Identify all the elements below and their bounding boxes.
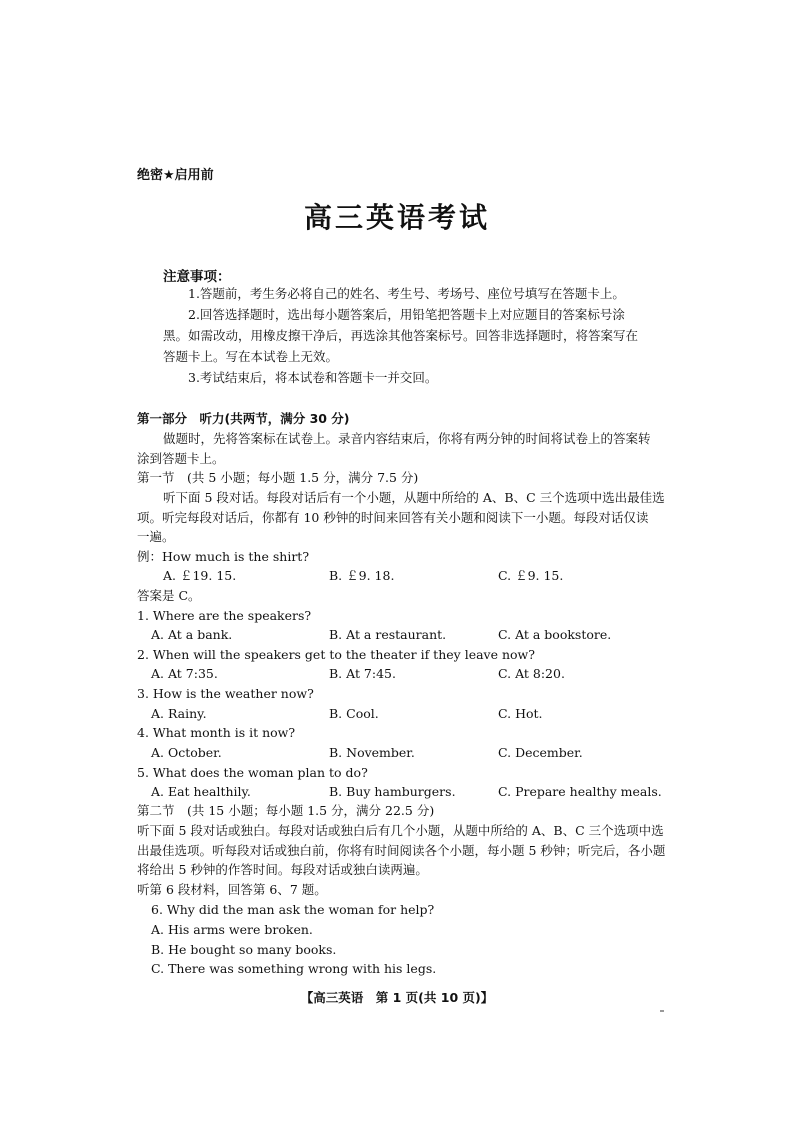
question-6-option-b: B. He bought so many books. — [151, 942, 337, 957]
section2-intro-line-3: 将给出 5 秒钟的作答时间。每段对话或独白读两遍。 — [137, 862, 428, 877]
example-option-b: B. ￡9. 18. — [329, 568, 395, 583]
question-2-option-c: C. At 8:20. — [498, 666, 565, 681]
question-2-option-b: B. At 7:45. — [329, 666, 396, 681]
question-5-option-c: C. Prepare healthy meals. — [498, 784, 662, 799]
example-option-a: A. ￡19. 15. — [163, 568, 237, 583]
question-1-option-b: B. At a restaurant. — [329, 627, 447, 642]
notice-heading: 注意事项： — [163, 269, 231, 285]
material-6-instruction: 听第 6 段材料，回答第 6、7 题。 — [137, 882, 327, 897]
notice-item-3: 3.考试结束后，将本试卷和答题卡一并交回。 — [188, 370, 438, 385]
question-4-option-b: B. November. — [329, 745, 415, 760]
question-5: 5. What does the woman plan to do? — [137, 765, 368, 780]
question-1-option-c: C. At a bookstore. — [498, 627, 612, 642]
question-2-option-a: A. At 7:35. — [151, 666, 218, 681]
question-1: 1. Where are the speakers? — [137, 608, 312, 623]
question-4-option-a: A. October. — [151, 745, 222, 760]
section1-intro-line-2: 项。听完每段对话后，你都有 10 秒钟的时间来回答有关小题和阅读下一小题。每段对话仅读 — [137, 510, 649, 525]
question-3: 3. How is the weather now? — [137, 686, 314, 701]
example-answer: 答案是 C。 — [137, 588, 201, 603]
section1-intro-line-3: 一遍。 — [137, 529, 175, 544]
example-option-c: C. ￡9. 15. — [498, 568, 564, 583]
question-6-option-a: A. His arms were broken. — [151, 922, 313, 937]
question-3-option-b: B. Cool. — [329, 706, 379, 721]
notice-item-2-line-3: 答题卡上。写在本试卷上无效。 — [163, 349, 339, 364]
question-4-option-c: C. December. — [498, 745, 583, 760]
question-6-option-c: C. There was something wrong with his legs. — [151, 961, 437, 976]
section1-heading: 第一节 (共 5 小题；每小题 1.5 分，满分 7.5 分) — [137, 470, 419, 485]
part1-intro-line-1: 做题时，先将答案标在试卷上。录音内容结束后，你将有两分钟的时间将试卷上的答案转 — [163, 431, 651, 446]
part1-heading: 第一部分 听力(共两节，满分 30 分) — [137, 411, 350, 426]
question-6: 6. Why did the man ask the woman for help? — [151, 902, 435, 917]
scan-speck — [660, 1010, 664, 1012]
confidential-mark: 绝密★启用前 — [137, 168, 214, 183]
question-4: 4. What month is it now? — [137, 725, 296, 740]
section2-intro-line-1: 听下面 5 段对话或独白。每段对话或独白后有几个小题，从题中所给的 A、B、C 三个选项中选 — [137, 823, 664, 838]
question-5-option-b: B. Buy hamburgers. — [329, 784, 456, 799]
notice-item-2-line-1: 2.回答选择题时，选出每小题答案后，用铅笔把答题卡上对应题目的答案标号涂 — [188, 307, 625, 322]
example-question: 例：How much is the shirt? — [137, 549, 310, 564]
part1-intro-line-2: 涂到答题卡上。 — [137, 451, 225, 466]
section2-intro-line-2: 出最佳选项。听每段对话或独白前，你将有时间阅读各个小题，每小题 5 秒钟；听完后，各小题 — [137, 843, 666, 858]
question-3-option-c: C. Hot. — [498, 706, 543, 721]
question-3-option-a: A. Rainy. — [151, 706, 207, 721]
question-5-option-a: A. Eat healthily. — [151, 784, 251, 799]
notice-item-1: 1.答题前，考生务必将自己的姓名、考生号、考场号、座位号填写在答题卡上。 — [188, 286, 625, 301]
notice-item-2-line-2: 黑。如需改动，用橡皮擦干净后，再选涂其他答案标号。回答非选择题时，将答案写在 — [163, 328, 639, 343]
page-title: 高三英语考试 — [303, 201, 490, 234]
question-1-option-a: A. At a bank. — [151, 627, 233, 642]
section2-heading: 第二节 (共 15 小题；每小题 1.5 分，满分 22.5 分) — [137, 803, 435, 818]
question-2: 2. When will the speakers get to the theater if they leave now? — [137, 647, 535, 662]
page-footer: 【高三英语 第 1 页(共 10 页)】 — [300, 990, 494, 1005]
section1-intro-line-1: 听下面 5 段对话。每段对话后有一个小题，从题中所给的 A、B、C 三个选项中选出最佳选 — [163, 490, 665, 505]
